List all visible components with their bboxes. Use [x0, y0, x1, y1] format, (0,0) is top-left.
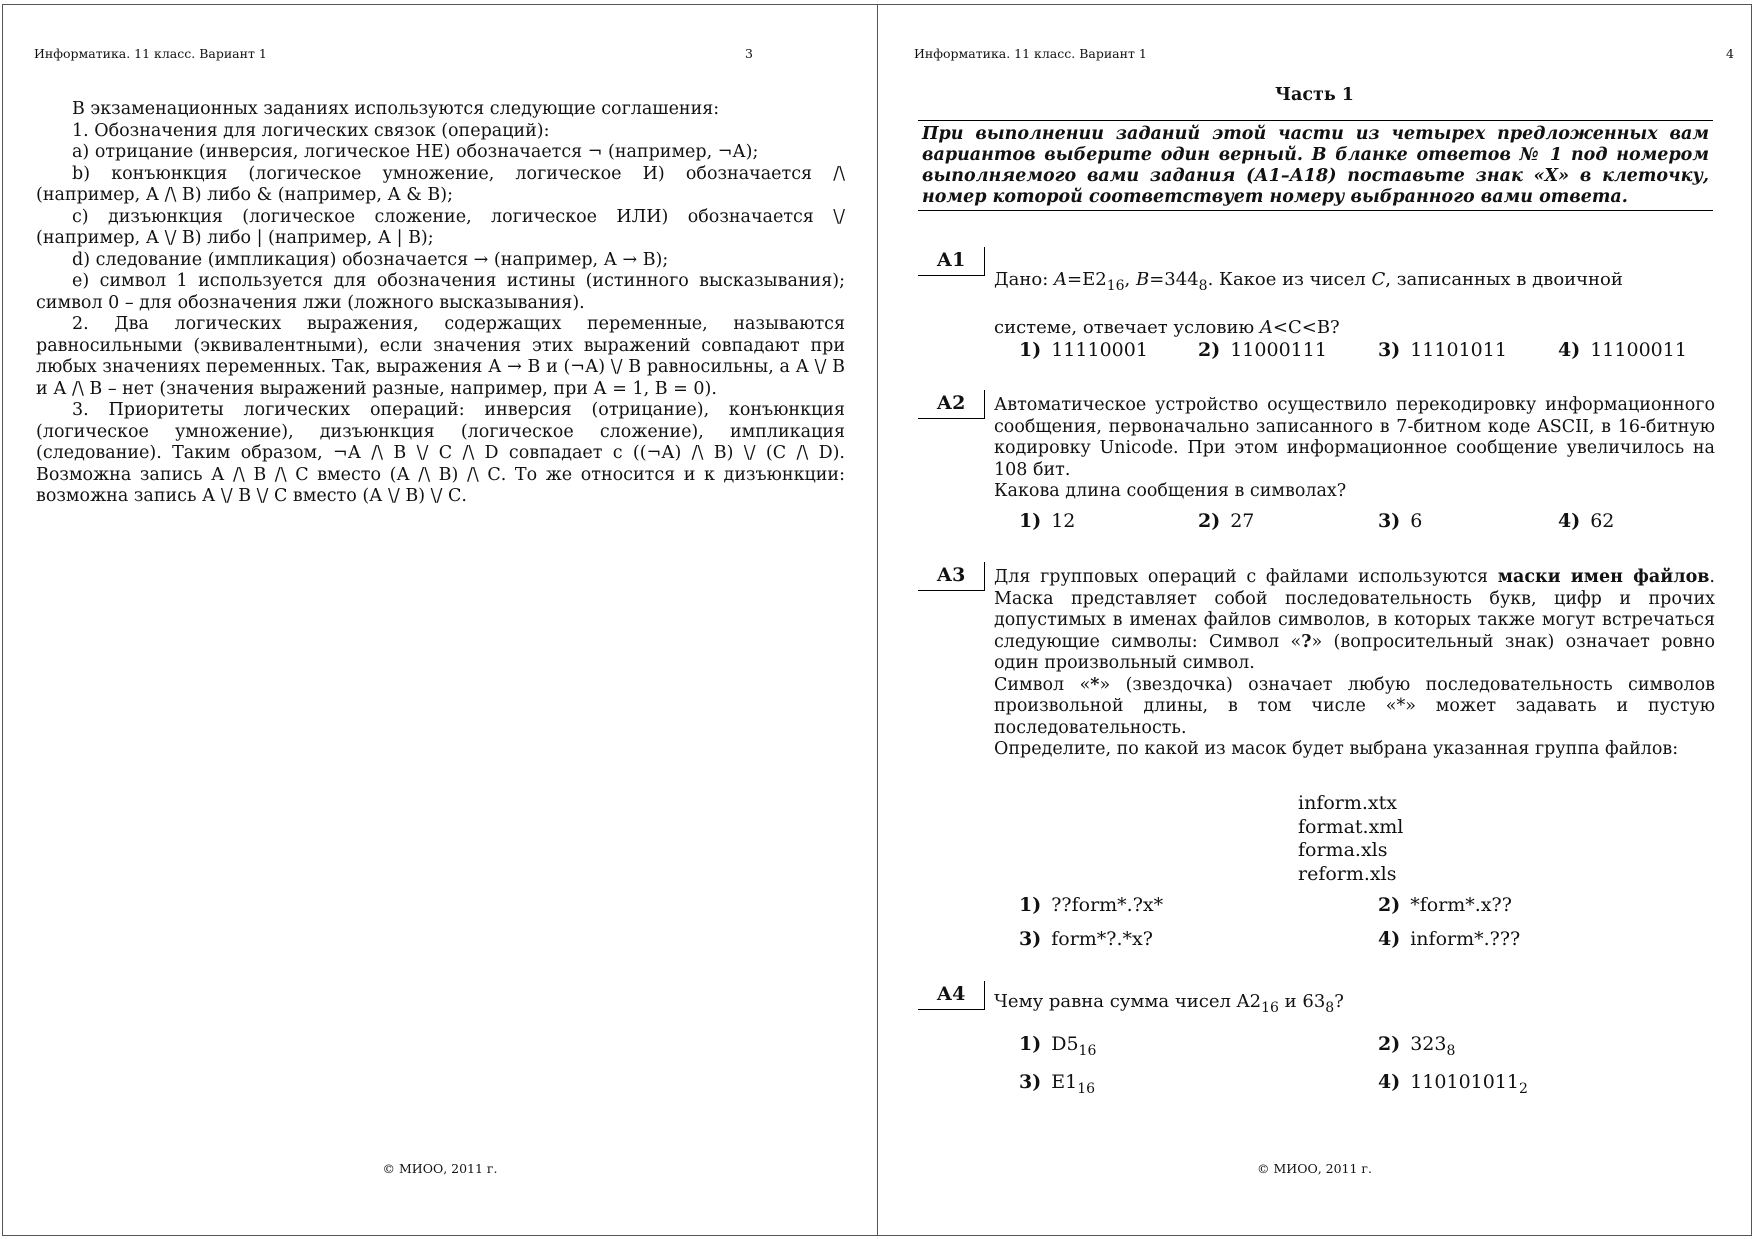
answer-option[interactable]: 1) $D5_{16}$	[1019, 1033, 1097, 1059]
task-label-a4: А4	[918, 981, 985, 1010]
paragraph: e) символ 1 используется для обозначения истины (истинного высказывания); символ 0 – для обозначения лжи (ложного высказывания).	[36, 271, 845, 313]
paragraph: 2. Два логических выражения, содержащих переменные, называются равносильными (эквивалентными), если значения этих выражений совпадают при любых значениях переменных. Так, выражения А → В и (¬А) \/ В равносильны, а А \/ В и А /\ В – нет (значения выражений разные, например, при А = 1, В = 0).	[36, 314, 845, 399]
file-name: reform.xls	[1298, 862, 1397, 885]
paragraph: В экзаменационных заданиях используются следующие соглашения:	[72, 99, 720, 119]
task-a3-text: Для групповых операций с файлами используются маски имен файлов. Маска представляет собой последовательность букв, цифр и прочих допустимых в именах файлов символов, в которых также могут встречаться следующие символы: Символ «?» (вопросительный знак) означает ровно один произвольный символ. Символ «*» (звездочка) означает любую последовательность символов произвольной длины, в том числе «*» может задавать и пустую последовательность. Определите, по какой из масок будет выбрана указанная группа файлов:	[994, 567, 1715, 759]
part-title: Часть 1	[1275, 85, 1354, 105]
file-name: inform.xtx	[1298, 792, 1397, 814]
running-header: Информатика. 11 класс. Вариант 1	[914, 46, 1147, 61]
running-header: Информатика. 11 класс. Вариант 1	[34, 46, 267, 61]
task-a2-text: Автоматическое устройство осуществило перекодировку информационного сообщения, первоначально записанного в 7-битном коде ASCII, в 16-битную кодировку Unicode. При этом информационное сообщение увеличилось на 108 бит. Какова длина сообщения в символах?	[994, 395, 1715, 501]
file-list	[1298, 792, 1403, 886]
answer-option[interactable]: 3) form*?.*x?	[1019, 928, 1153, 950]
paragraph: c) дизъюнкция (логическое сложение, логическое ИЛИ) обозначается \/ (например, А \/ В) либо | (например, А | В);	[36, 206, 845, 248]
instructions: При выполнении заданий этой части из четырех предложенных вам вариантов выберите один верный. В бланке ответов № 1 под номером выполняемого вами задания (А1–А18) поставьте знак «X» в клеточку, номер которой соответствует номеру выбранного вами ответа.	[918, 120, 1713, 211]
answer-option[interactable]: 1) 12	[1019, 510, 1076, 532]
footer: © МИОО, 2011 г.	[382, 1161, 498, 1176]
task-label-a3: А3	[918, 562, 985, 591]
left-page	[2, 4, 878, 1236]
answer-option[interactable]: 4) $110101011_2$	[1378, 1071, 1528, 1097]
paragraph: b) конъюнкция (логическое умножение, логическое И) обозначается /\ (например, А /\ В) либо & (например, А & В);	[36, 163, 845, 205]
answer-option[interactable]: 3) 11101011	[1378, 339, 1507, 361]
answer-option[interactable]: 4) inform*.???	[1378, 928, 1521, 950]
task-label-a2: А2	[918, 390, 985, 419]
answer-option[interactable]: 1) 11110001	[1019, 339, 1148, 361]
answer-option[interactable]: 3) 6	[1378, 510, 1423, 532]
answer-option[interactable]: 2) *form*.x??	[1378, 894, 1512, 916]
answer-option[interactable]: 1) ??form*.?x*	[1019, 894, 1164, 916]
paragraph: d) следование (импликация) обозначается → (например, А → В);	[72, 249, 669, 270]
page-number: 4	[1726, 46, 1734, 61]
answer-option[interactable]: 3) $E1_{16}$	[1019, 1071, 1096, 1097]
paragraph: a) отрицание (инверсия, логическое НЕ) обозначается ¬ (например, ¬А);	[72, 142, 759, 162]
paragraph: 3. Приоритеты логических операций: инверсия (отрицание), конъюнкция (логическое умножение), дизъюнкция (логическое сложение), импликация (следование). Таким образом, ¬А /\ В \/ С /\ D совпадает с ((¬А) /\ В) \/ (С /\ D). Возможна запись А /\ В /\ С вместо (А /\ В) /\ С. То же относится и к дизъюнкции: возможна запись А \/ В \/ С вместо (А \/ В) \/ С.	[36, 400, 845, 506]
paragraph: 1. Обозначения для логических связок (операций):	[72, 120, 550, 141]
task-a1-text: Дано: $A=E2_{16}$, $B=344_8$. Какое из чисел C, записанных в двоичной системе, отвечает условию A<C<B?	[994, 269, 1623, 338]
answer-option[interactable]: 2) 11000111	[1198, 339, 1327, 361]
answer-option[interactable]: 2) 27	[1198, 510, 1255, 532]
conventions-text	[36, 99, 845, 508]
task-a4-text: Чему равна сумма чисел $A2_{16}$ и $63_8$?	[994, 991, 1344, 1016]
answer-option[interactable]: 4) 11100011	[1558, 339, 1687, 361]
answer-option[interactable]: 2) $323_8$	[1378, 1033, 1456, 1059]
file-name: forma.xls	[1298, 839, 1388, 861]
page-number: 3	[745, 46, 753, 61]
file-name: format.xml	[1298, 815, 1404, 838]
footer: © МИОО, 2011 г.	[1257, 1161, 1372, 1176]
answer-option[interactable]: 4) 62	[1558, 510, 1615, 532]
task-label-a1: А1	[918, 247, 985, 276]
right-page	[877, 4, 1752, 1236]
